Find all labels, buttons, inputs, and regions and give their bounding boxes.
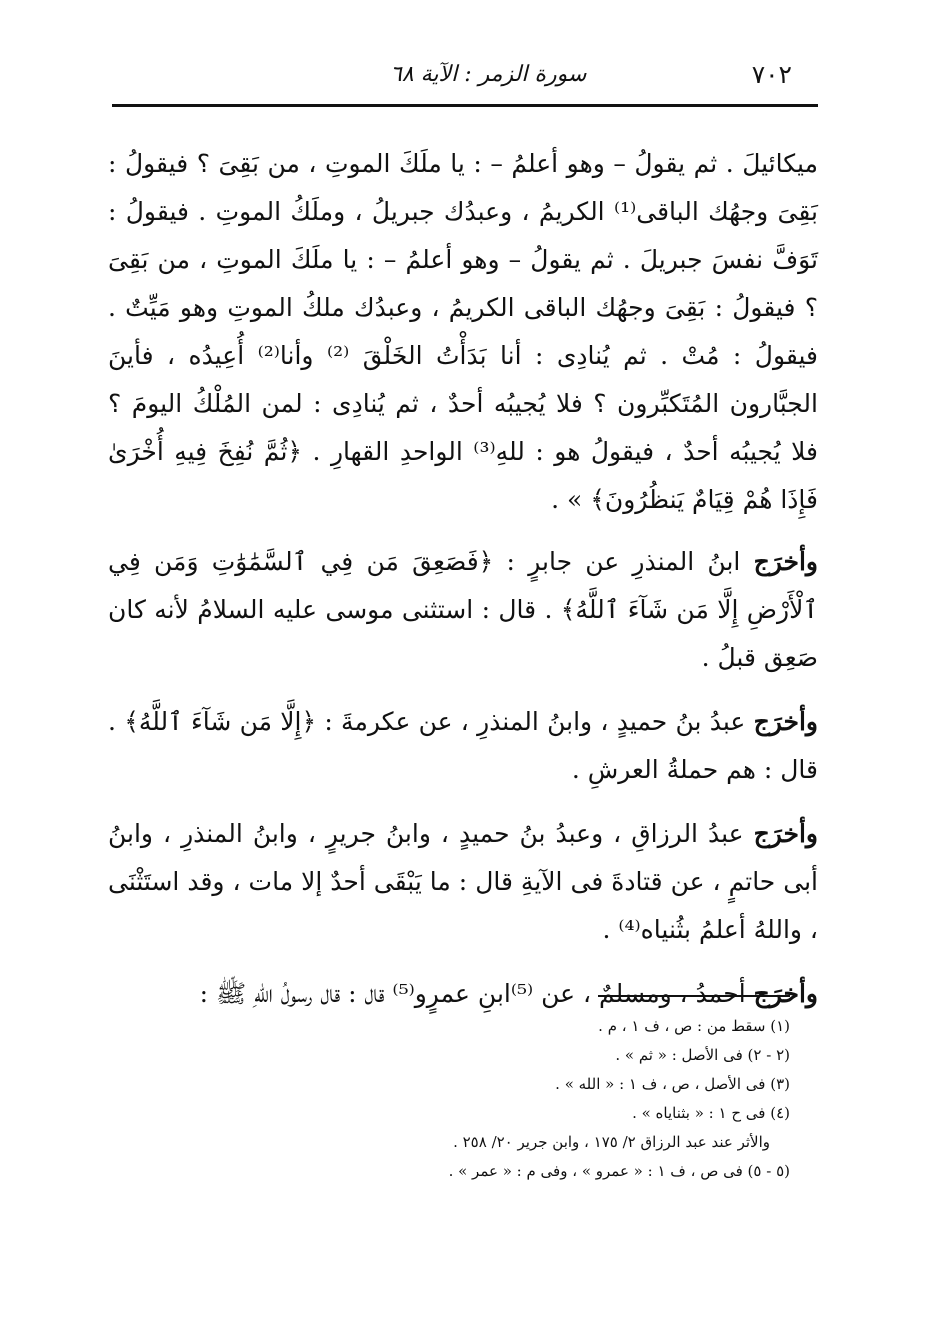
footnote-1: (١) سقط من : ص ، ف ١ ، م . [598,1017,790,1035]
footnotes [330,1012,790,1186]
paragraph-4 [108,810,818,954]
page-number: ٧٠٢ [751,60,792,89]
footnote-2: (٢ - ٢) فى الأصل : « ثم » . [615,1046,790,1064]
footnote-3: (٣) فى الأصل ، ص ، ف ١ : « الله » . [555,1075,790,1093]
main-text [108,140,818,1034]
footnote-5: (٥ - ٥) فى ص ، ف ١ : « عمرو » ، وفى م : « عمر » . [448,1162,790,1180]
paragraph-text: أحمدُ ، ومسلمٌ ، عن ⁽⁵⁾ابنِ عمرٍو⁽⁵⁾ قال : قال رسولُ اللهِ ﷺ : [199,979,754,1008]
header-rule [112,104,818,107]
paragraph-text: ابنُ المنذرِ عن جابرٍ : ﴿فَصَعِقَ مَن فِي ٱلسَّمَٰوَٰتِ وَمَن فِي ٱلْأَرْضِ إِلَّا مَن شَآءَ ٱللَّهُ﴾ . قال : استثنى موسى عليه السلامُ لأنه كان صَعِق قبلُ . [108,547,818,672]
paragraph-lead: وأخرَج [753,547,818,576]
paragraph-5 [108,970,818,1018]
paragraph-lead: وأخرَج [753,707,818,736]
running-title: سورة الزمر : الآية ٦٨ [390,62,587,87]
paragraph-3 [108,698,818,794]
paragraph-lead: وأخرَج [753,979,818,1008]
paragraph-text: عبدُ الرزاقِ ، وعبدُ بنُ حميدٍ ، وابنُ جريرٍ ، وابنُ المنذرِ ، وابنُ أبى حاتمٍ ، عن قتادةَ فى الآيةِ قال : ما يَبْقَى أحدٌ إلا مات ، وقد استَثْنَى ، واللهُ أعلمُ بثُنياه⁽⁴⁾ . [108,819,818,944]
paragraph-lead: وأخرَج [753,819,818,848]
paragraph-text: عبدُ بنُ حميدٍ ، وابنُ المنذرِ ، عن عكرمةَ : ﴿إِلَّا مَن شَآءَ ٱللَّهُ﴾ . قال : هم حملةُ العرشِ . [108,707,818,784]
paragraph-2 [108,538,818,682]
paragraph-1: ميكائيلَ . ثم يقولُ – وهو أعلمُ – : يا ملَكَ الموتِ ، من بَقِىَ ؟ فيقولُ : بَقِىَ وجهُك الباقى⁽¹⁾ الكريمُ ، وعبدُك جبريلُ ، وملَكُ الموتِ . فيقولُ : تَوَفَّ نفسَ جبريلَ . ثم يقولُ – وهو أعلمُ – : يا ملَكَ الموتِ ، من بَقِىَ ؟ فيقولُ : بَقِىَ وجهُك الباقى الكريمُ ، وعبدُك ملكُ الموتِ وهو مَيِّتٌ . فيقولُ : مُتْ . ثم يُنادِى : أنا بَدَأْتُ الخَلْقَ ⁽²⁾ وأنا⁽²⁾ أُعِيدُه ، فأينَ الجبَّارون المُتَكبِّرون ؟ فلا يُجيبُه أحدٌ ، ثم يُنادِى : لمن المُلْكُ اليومَ ؟ فلا يُجيبُه أحدٌ ، فيقولُ هو : للهِ⁽³⁾ الواحدِ القهارِ . ﴿ثُمَّ نُفِخَ فِيهِ أُخْرَىٰ فَإِذَا هُمْ قِيَامٌ يَنظُرُونَ﴾ » . [108,149,818,514]
page-header [110,56,800,104]
footnote-rule [598,995,790,997]
footnote-4: (٤) فى ح ١ : « بثناياه » . [632,1104,790,1122]
footnote-4-continuation: والأثر عند عبد الرزاق ٢/ ١٧٥ ، وابن جرير ٢٠/ ٢٥٨ . [453,1133,770,1151]
